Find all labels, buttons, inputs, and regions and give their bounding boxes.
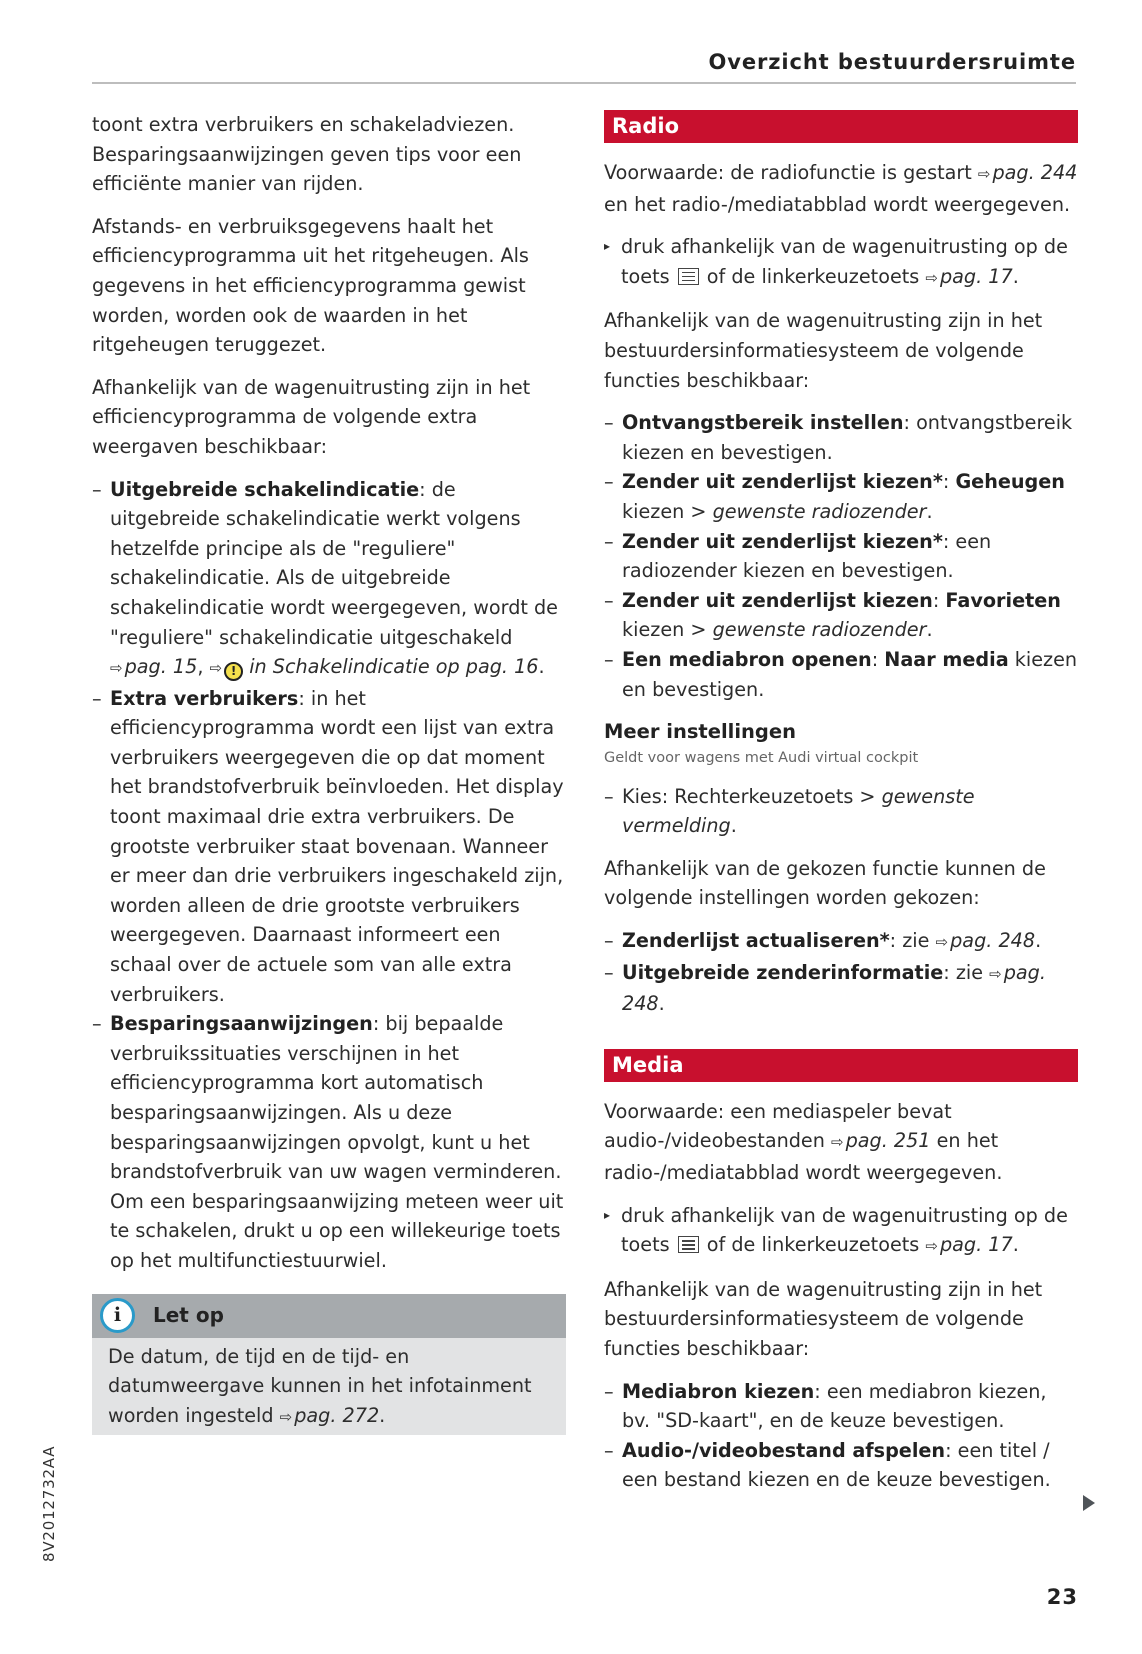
page-reference-link[interactable]: pag. 17 — [939, 264, 1013, 288]
radio-functions-list — [604, 408, 1078, 704]
more-settings-list — [604, 926, 1078, 1019]
page-reference-link[interactable]: pag. 248 — [622, 960, 1046, 1016]
continue-arrow-icon — [1083, 1495, 1095, 1511]
note-box — [92, 1294, 566, 1436]
page-reference-link[interactable]: pag. 244 — [992, 161, 1078, 184]
list-item-term: Zender uit zenderlijst kiezen* — [622, 529, 943, 553]
list-item: – Ontvangstbereik instellen: ontvangstbereik kiezen en bevestigen. — [604, 408, 1078, 467]
page-number: 23 — [1046, 1585, 1078, 1609]
paragraph: toont extra verbruikers en schakeladviezen. Besparingsaanwijzingen geven tips voor een efficiënte manier van rijden. — [92, 113, 522, 196]
list-item: – Zender uit zenderlijst kiezen*: Geheugen kiezen > gewenste radiozender. — [604, 467, 1078, 526]
reference-arrow-icon: ⇨ — [925, 268, 938, 287]
radio-instruction-step: ▸ druk afhankelijk van de wagenuitrusting op de toets of de linkerkeuzetoets ⇨ pag. 17. — [604, 232, 1078, 293]
list-item: – Een mediabron openen: Naar media kiezen en bevestigen. — [604, 645, 1078, 704]
list-item: – Audio-/videobestand afspelen: een titel / een bestand kiezen en de keuze bevestigen. — [604, 1436, 1078, 1495]
page-reference-link[interactable]: pag. 272 — [294, 1403, 380, 1427]
list-item: – Zenderlijst actualiseren*: zie ⇨ pag. 248. — [604, 926, 1078, 958]
section-heading-media: Media — [604, 1049, 1078, 1082]
list-item-term: Extra verbruikers — [110, 686, 299, 710]
radio-condition: Voorwaarde: de radiofunctie is gestart ⇨ pag. 244 en het radio-/mediatabblad wordt weergegeven. — [604, 161, 1078, 216]
note-body: De datum, de tijd en de tijd- en datumweergave kunnen in het infotainment worden ingesteld ⇨ pag. 272. — [92, 1338, 566, 1436]
paragraph: Afstands- en verbruiksgegevens haalt het efficiencyprogramma uit het ritgeheugen. Als gegevens in het efficiencyprogramma gewist worden, worden ook de waarden in het ritgeheugen teruggezet. — [92, 214, 529, 357]
document-code: 8V2012732AA — [40, 1445, 58, 1562]
reference-arrow-icon: ⇨ — [925, 1237, 938, 1256]
menu-button-icon — [678, 268, 699, 285]
right-column — [604, 110, 1078, 1508]
list-item: – Uitgebreide schakelindicatie: de uitgebreide schakelindicatie werkt volgens hetzelfde principe als de "reguliere" schakelindicatie. Als de uitgebreide schakelindicatie wordt weergegeven, wordt de "reguliere" schakelindicatie uitgeschakeld ⇨ pag. 15, ⇨ ! in Schakelindicatie op pag. 16. — [92, 475, 566, 684]
list-item-term: Zender uit zenderlijst kiezen* — [622, 470, 943, 494]
reference-arrow-icon: ⇨ — [989, 964, 1002, 983]
left-column — [92, 110, 566, 1435]
note-title: Let op — [153, 1302, 224, 1327]
list-item-term: Zenderlijst actualiseren* — [622, 929, 890, 953]
list-item-term: Uitgebreide zenderinformatie — [622, 960, 944, 984]
reference-arrow-icon: ⇨ — [110, 659, 123, 678]
applicability-note: Geldt voor wagens met Audi virtual cockpit — [604, 749, 919, 766]
list-item-term: Audio-/videobestand afspelen — [622, 1438, 946, 1462]
step-marker-icon: ▸ — [604, 239, 611, 254]
media-condition: Voorwaarde: een mediaspeler bevat audio-/videobestanden ⇨ pag. 251 en het radio-/mediatabblad wordt weergegeven. — [604, 1099, 1003, 1185]
step-marker-icon: ▸ — [604, 1207, 611, 1222]
list-item: – Kies: Rechterkeuzetoets > gewenste vermelding. — [604, 782, 1078, 841]
media-functions-list — [604, 1377, 1078, 1495]
list-item: – Besparingsaanwijzingen: bij bepaalde verbruikssituaties verschijnen in het efficiencyprogramma kort automatisch besparingsaanwijzingen. Als u deze besparingsaanwijzingen opvolgt, kunt u het brandstofverbruik van uw wagen verminderen. Om een besparingsaanwijzing meteen weer uit te schakelen, drukt u op een willekeurige toets op het multifunctiestuurwiel. — [92, 1009, 566, 1275]
subheading-more-settings: Meer instellingen — [604, 720, 796, 744]
paragraph: Afhankelijk van de wagenuitrusting zijn in het bestuurdersinformatiesysteem de volgende functies beschikbaar: — [604, 1277, 1043, 1360]
reference-arrow-icon: ⇨ — [209, 659, 223, 678]
warning-icon: ! — [224, 662, 243, 681]
info-icon: i — [100, 1298, 135, 1333]
choose-instruction — [604, 782, 1078, 841]
header-divider — [92, 82, 1076, 84]
reference-arrow-icon: ⇨ — [977, 165, 991, 183]
list-item: – Zender uit zenderlijst kiezen*: een radiozender kiezen en bevestigen. — [604, 527, 1078, 586]
list-item-term: Mediabron kiezen — [622, 1379, 815, 1403]
paragraph: Afhankelijk van de gekozen functie kunnen de volgende instellingen worden gekozen: — [604, 856, 1046, 910]
extra-displays-list — [92, 475, 566, 1276]
page-reference-link[interactable]: in Schakelindicatie op pag. 16 — [243, 655, 539, 679]
list-item-term: Een mediabron openen — [622, 647, 872, 671]
page-reference-link[interactable]: pag. 251 — [845, 1129, 931, 1153]
reference-arrow-icon: ⇨ — [935, 933, 949, 952]
page-reference-link[interactable]: pag. 15 — [124, 655, 198, 679]
reference-arrow-icon: ⇨ — [279, 1407, 293, 1426]
menu-button-icon — [678, 1236, 699, 1253]
reference-arrow-icon: ⇨ — [831, 1133, 844, 1152]
list-item: – Zender uit zenderlijst kiezen: Favorieten kiezen > gewenste radiozender. — [604, 586, 1078, 645]
list-item-term: Besparingsaanwijzingen — [110, 1012, 373, 1036]
list-item: – Extra verbruikers: in het efficiencyprogramma wordt een lijst van extra verbruikers weergegeven die op dat moment het brandstofverbruik beïnvloeden. Het display toont maximaal drie extra verbruikers. De grootste verbruiker staat bovenaan. Wanneer er meer dan drie verbruikers ingeschakeld zijn, worden alleen de drie grootste verbruikers weergegeven. Daarnaast informeert een schaal over de actuele som van alle extra verbruikers. — [92, 684, 566, 1010]
list-item-term: Uitgebreide schakelindicatie — [110, 477, 420, 501]
page-reference-link[interactable]: pag. 248 — [950, 929, 1036, 953]
list-item: – Mediabron kiezen: een mediabron kiezen, bv. "SD-kaart", en de keuze bevestigen. — [604, 1377, 1078, 1436]
note-header — [92, 1294, 566, 1338]
media-instruction-step: ▸ druk afhankelijk van de wagenuitrusting op de toets of de linkerkeuzetoets ⇨ pag. 17. — [604, 1201, 1078, 1262]
paragraph: Afhankelijk van de wagenuitrusting zijn in het efficiencyprogramma de volgende extra weergaven beschikbaar: — [92, 375, 531, 458]
list-item-term: Zender uit zenderlijst kiezen — [622, 588, 933, 612]
paragraph: Afhankelijk van de wagenuitrusting zijn in het bestuurdersinformatiesysteem de volgende functies beschikbaar: — [604, 309, 1043, 392]
section-heading-radio: Radio — [604, 110, 1078, 143]
running-header-title: Overzicht bestuurdersruimte — [708, 50, 1076, 74]
page-reference-link[interactable]: pag. 17 — [939, 1233, 1013, 1257]
list-item-term: Ontvangstbereik instellen — [622, 411, 904, 435]
list-item: – Uitgebreide zenderinformatie: zie ⇨ pag. 248. — [604, 958, 1078, 1019]
